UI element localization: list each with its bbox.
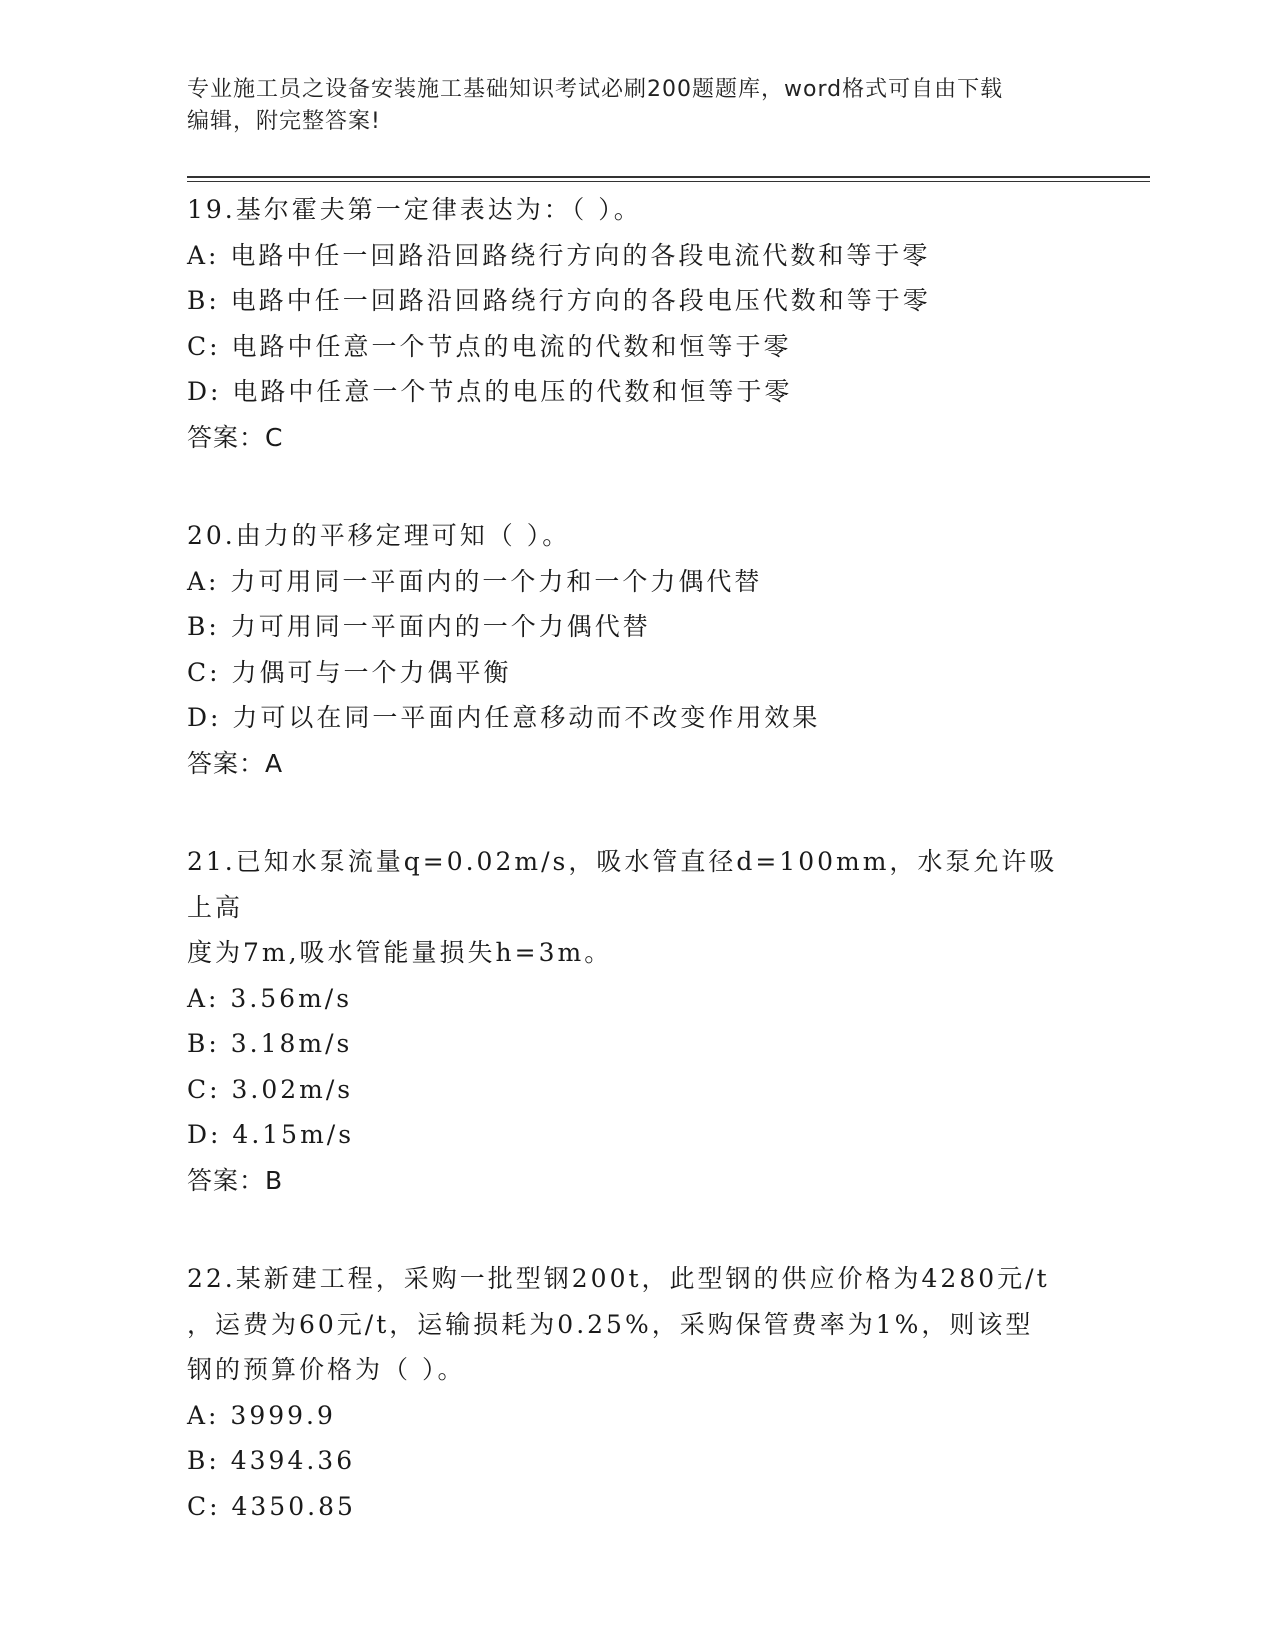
header-divider-thin: [187, 181, 1150, 182]
option-c: C: 4350.85: [187, 1491, 356, 1521]
question-stem-line-3: 钢的预算价格为（ ）。: [187, 1355, 466, 1384]
question-stem-line-2: ，运费为60元/t，运输损耗为0.25%，采购保管费率为1%，则该型: [187, 1309, 1034, 1339]
question-stem-line-1: 22.某新建工程，采购一批型钢200t，此型钢的供应价格为4280元/t: [187, 1264, 1050, 1293]
question-stem-line-2: 度为7m,吸水管能量损失h=3m。: [187, 938, 613, 967]
option-a: A: 力可用同一平面内的一个力和一个力偶代替: [187, 566, 763, 596]
option-d: D: 力可以在同一平面内任意移动而不改变作用效果: [187, 703, 821, 732]
question-list: [187, 187, 1067, 1582]
option-a: A: 3999.9: [187, 1400, 336, 1430]
question-stem: 20.由力的平移定理可知（ ）。: [187, 521, 571, 550]
question-stem-line-1: 21.已知水泵流量q=0.02m/s，吸水管直径d=100mm，水泵允许吸上高: [187, 847, 1058, 922]
option-d: D: 4.15m/s: [187, 1120, 355, 1149]
option-b: B: 电路中任一回路沿回路绕行方向的各段电压代数和等于零: [187, 286, 931, 315]
option-a: A: 电路中任一回路沿回路绕行方向的各段电流代数和等于零: [187, 240, 931, 270]
option-c: C: 电路中任意一个节点的电流的代数和恒等于零: [187, 331, 792, 361]
option-b: B: 力可用同一平面内的一个力偶代替: [187, 612, 651, 641]
header-divider-thick: [187, 176, 1150, 178]
option-a: A: 3.56m/s: [187, 983, 353, 1013]
question-20: [187, 513, 1067, 786]
option-d: D: 电路中任意一个节点的电压的代数和恒等于零: [187, 377, 793, 406]
option-b: B: 4394.36: [187, 1446, 356, 1475]
question-19: [187, 187, 1067, 460]
answer-line: 答案：C: [187, 422, 284, 452]
answer-line: 答案：B: [187, 1165, 284, 1195]
option-c: C: 力偶可与一个力偶平衡: [187, 657, 512, 687]
answer-line: 答案：A: [187, 748, 284, 778]
document-header: [187, 74, 1087, 138]
header-title-line-1: 专业施工员之设备安装施工基础知识考试必刷200题题库，word格式可自由下载: [187, 77, 1004, 102]
question-22: [187, 1256, 1067, 1529]
question-21: [187, 839, 1067, 1203]
question-stem: 19.基尔霍夫第一定律表达为：（ ）。: [187, 195, 642, 224]
header-title-line-2: 编辑，附完整答案!: [187, 109, 381, 134]
option-b: B: 3.18m/s: [187, 1029, 353, 1058]
option-c: C: 3.02m/s: [187, 1074, 354, 1104]
